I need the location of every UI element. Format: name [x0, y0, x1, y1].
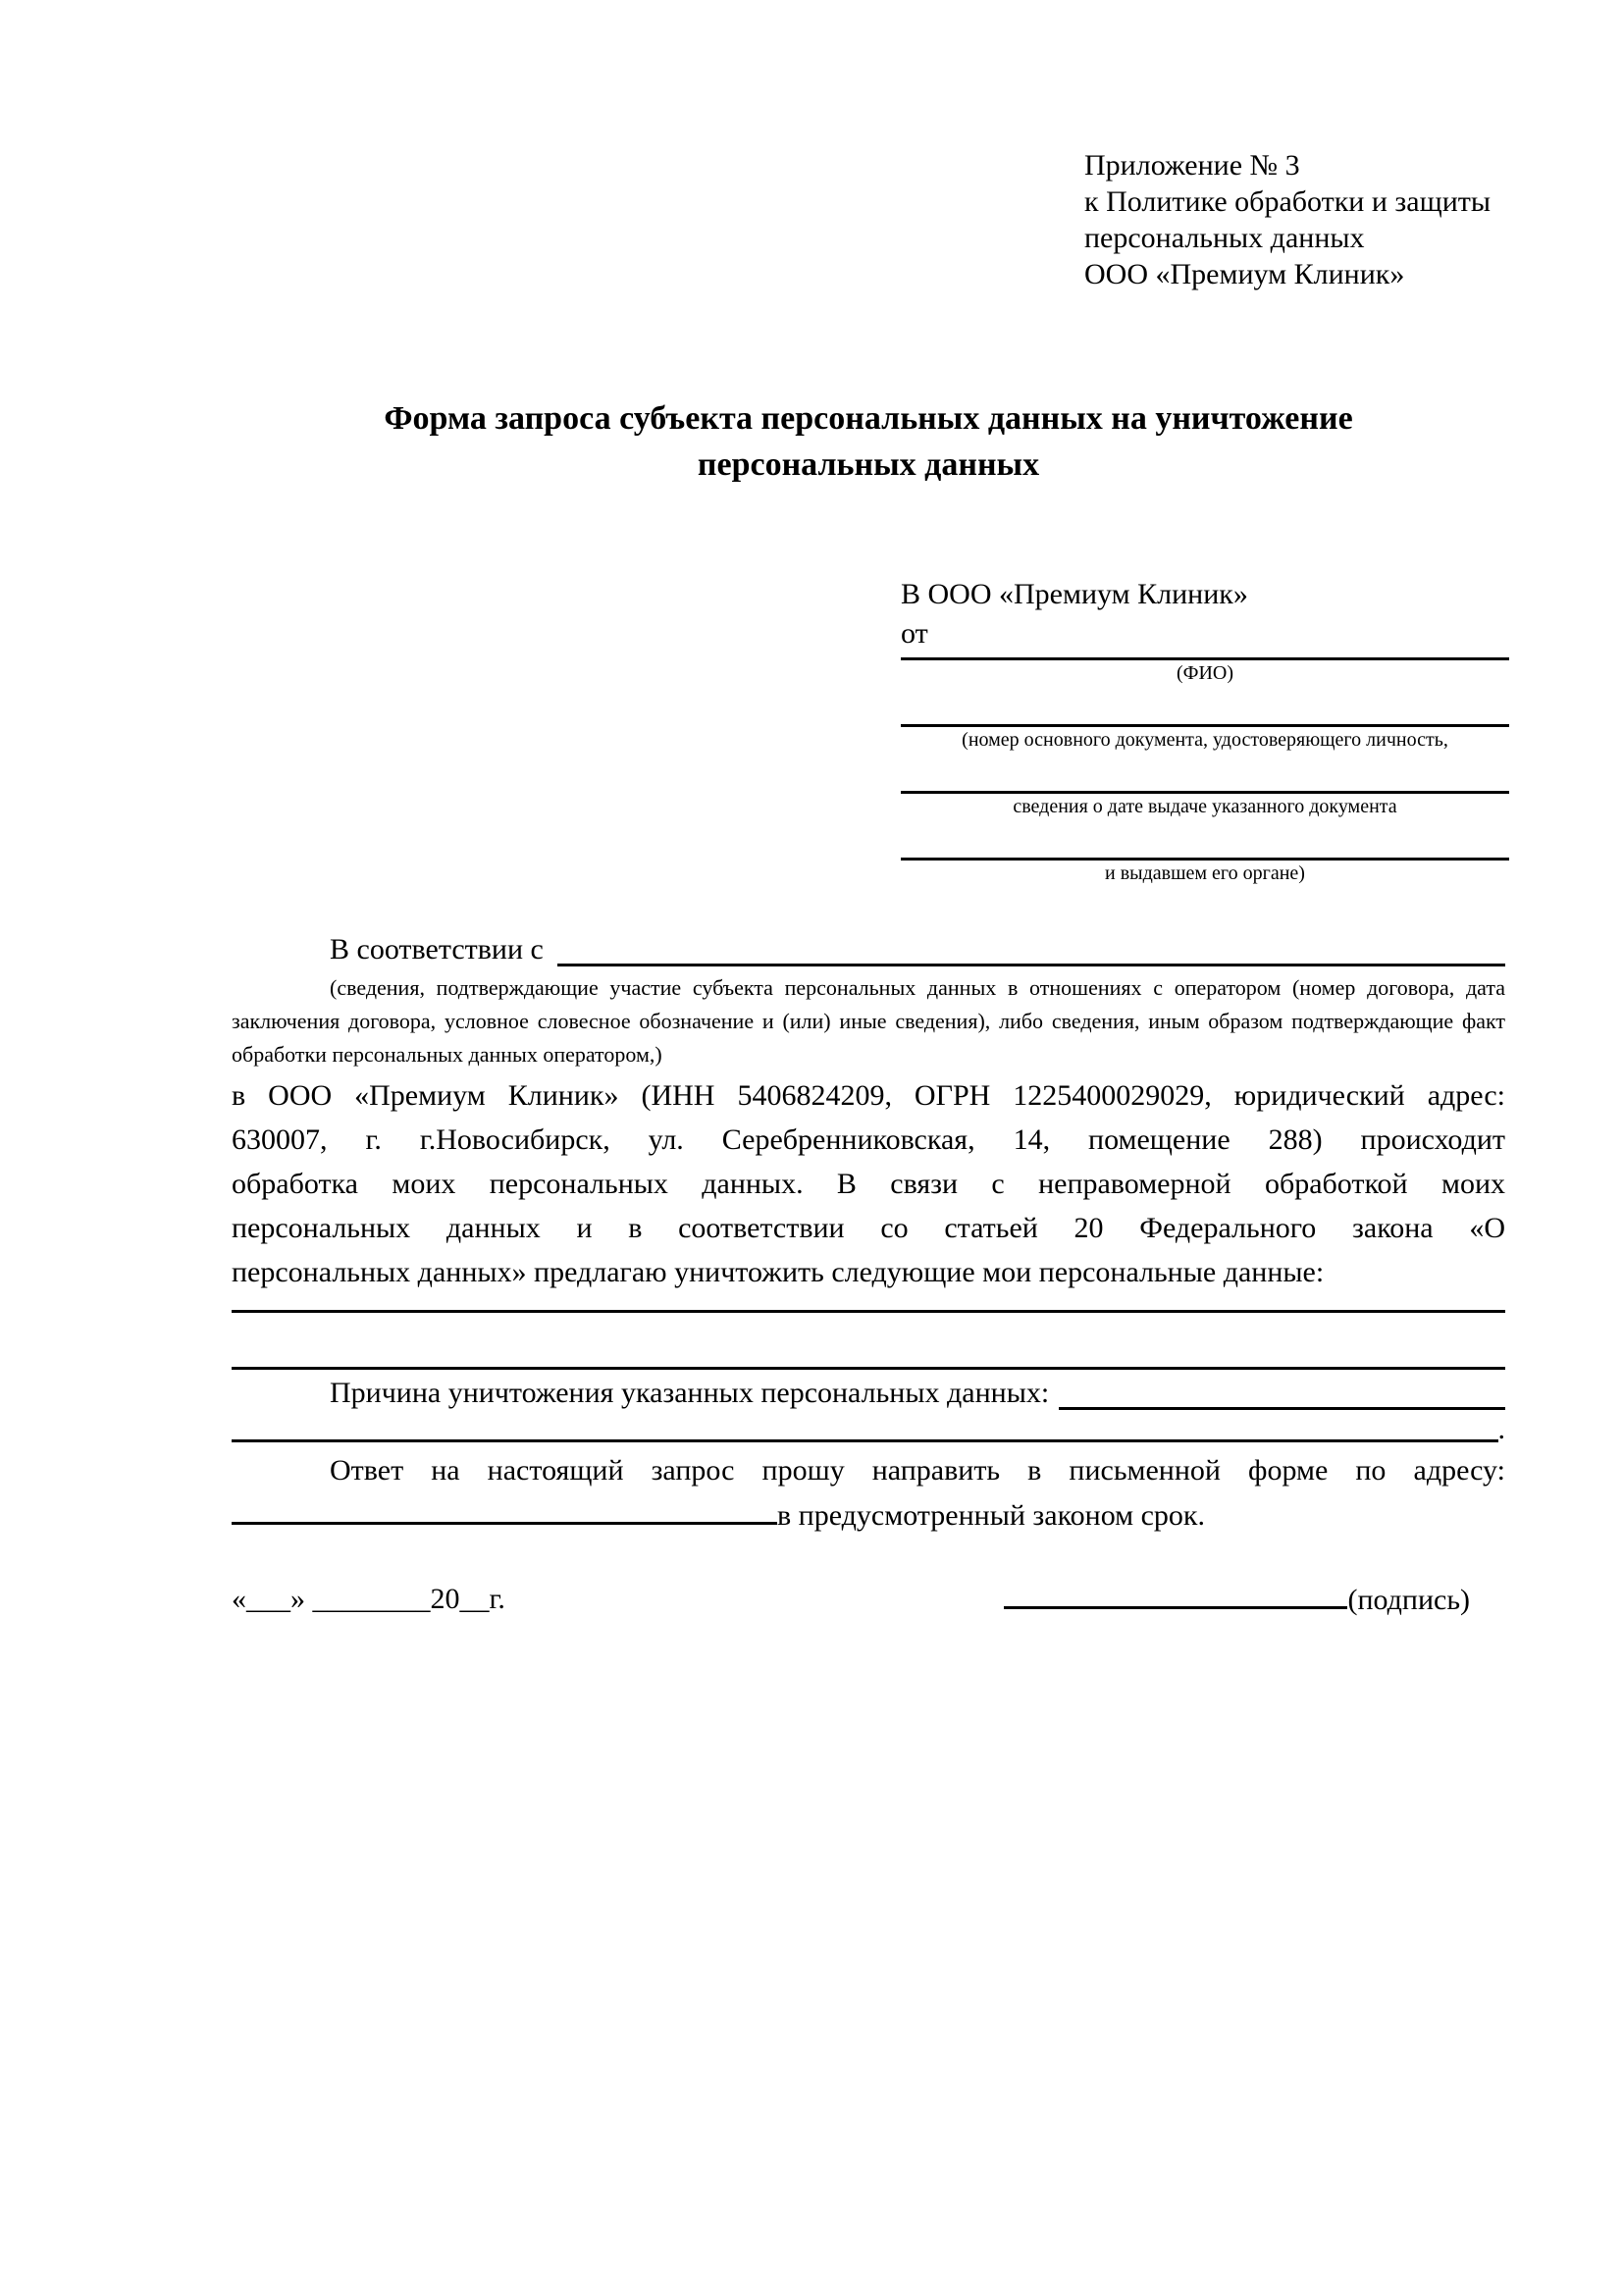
answer-line-2-suffix: в предусмотренный законом срок. — [777, 1499, 1205, 1532]
note-line: (сведения, подтверждающие участие субъекта персональных данных в отношениях с оператором (номер договора, дата — [330, 975, 1505, 1000]
appendix-block — [1084, 147, 1505, 292]
data-blank-line-2[interactable] — [232, 1313, 1505, 1370]
accordance-row — [232, 927, 1505, 971]
addressee-to: В ООО «Премиум Клиник» — [901, 578, 1248, 610]
reason-blank-line[interactable] — [1059, 1407, 1505, 1410]
body-line: персональных данных и в соответствии со статьей 20 Федерального закона «О — [232, 1212, 1505, 1244]
body-line: обработка моих персональных данных. В связи с неправомерной обработкой моих — [232, 1168, 1505, 1200]
note-line: заключения договора, условное словесное обозначение и (или) иные сведения), либо сведения, иным образом подтверждающие факт — [232, 1009, 1505, 1033]
fio-field — [901, 654, 1509, 686]
body-paragraph — [232, 1073, 1505, 1294]
document-number-caption: (номер основного документа, удостоверяющего личность, — [962, 729, 1448, 751]
fio-caption: (ФИО) — [1176, 662, 1233, 684]
addressee-from-label: от — [901, 617, 928, 650]
document-number-field — [901, 721, 1509, 753]
data-blank-line-1[interactable] — [232, 1294, 1505, 1313]
document-date-caption: сведения о дате выдаче указанного документа — [1013, 796, 1397, 817]
body-line: в ООО «Премиум Клиник» (ИНН 5406824209, ОГРН 1225400029029, юридический адрес: — [232, 1079, 1505, 1112]
answer-line-2 — [232, 1492, 1505, 1538]
body-line: персональных данных» предлагаю уничтожить следующие мои персональные данные: — [232, 1256, 1325, 1288]
document-content — [0, 147, 1623, 1622]
reason-label: Причина уничтожения указанных персональных данных: — [330, 1377, 1050, 1409]
footer-row — [232, 1577, 1505, 1622]
explanatory-note — [232, 971, 1505, 1071]
appendix-line: персональных данных — [1084, 222, 1365, 254]
document-issuer-caption: и выдавшем его органе) — [1105, 862, 1305, 884]
date-field[interactable]: «___» ________20__г. — [232, 1583, 505, 1615]
reason-continuation-row — [232, 1415, 1505, 1444]
document-date-field — [901, 788, 1509, 819]
document-issuer-field — [901, 855, 1509, 886]
document-title-line: Форма запроса субъекта персональных данных на уничтожение — [384, 400, 1353, 437]
signature-line[interactable] — [1004, 1577, 1347, 1609]
document-title — [232, 395, 1505, 488]
appendix-line: ООО «Премиум Клиник» — [1084, 258, 1405, 290]
document-title-line: персональных данных — [697, 446, 1040, 483]
addressee-block — [901, 574, 1509, 886]
answer-line-1: Ответ на настоящий запрос прошу направить в письменной форме по адресу: — [330, 1454, 1505, 1487]
signature-group — [1004, 1577, 1470, 1622]
body-line: 630007, г. г.Новосибирск, ул. Серебренниковская, 14, помещение 288) происходит — [232, 1123, 1505, 1156]
reason-row — [232, 1372, 1505, 1415]
signature-caption: (подпись) — [1347, 1584, 1470, 1616]
accordance-blank-line[interactable] — [557, 964, 1505, 966]
appendix-line: Приложение № 3 — [1084, 149, 1300, 182]
reason-blank-line-2[interactable] — [232, 1439, 1498, 1442]
accordance-prefix: В соответствии с — [330, 933, 544, 965]
note-line: обработки персональных данных оператором,) — [232, 1042, 662, 1067]
address-blank-line[interactable] — [232, 1492, 777, 1525]
reason-period: . — [1497, 1413, 1505, 1445]
appendix-line: к Политике обработки и защиты — [1084, 185, 1492, 218]
